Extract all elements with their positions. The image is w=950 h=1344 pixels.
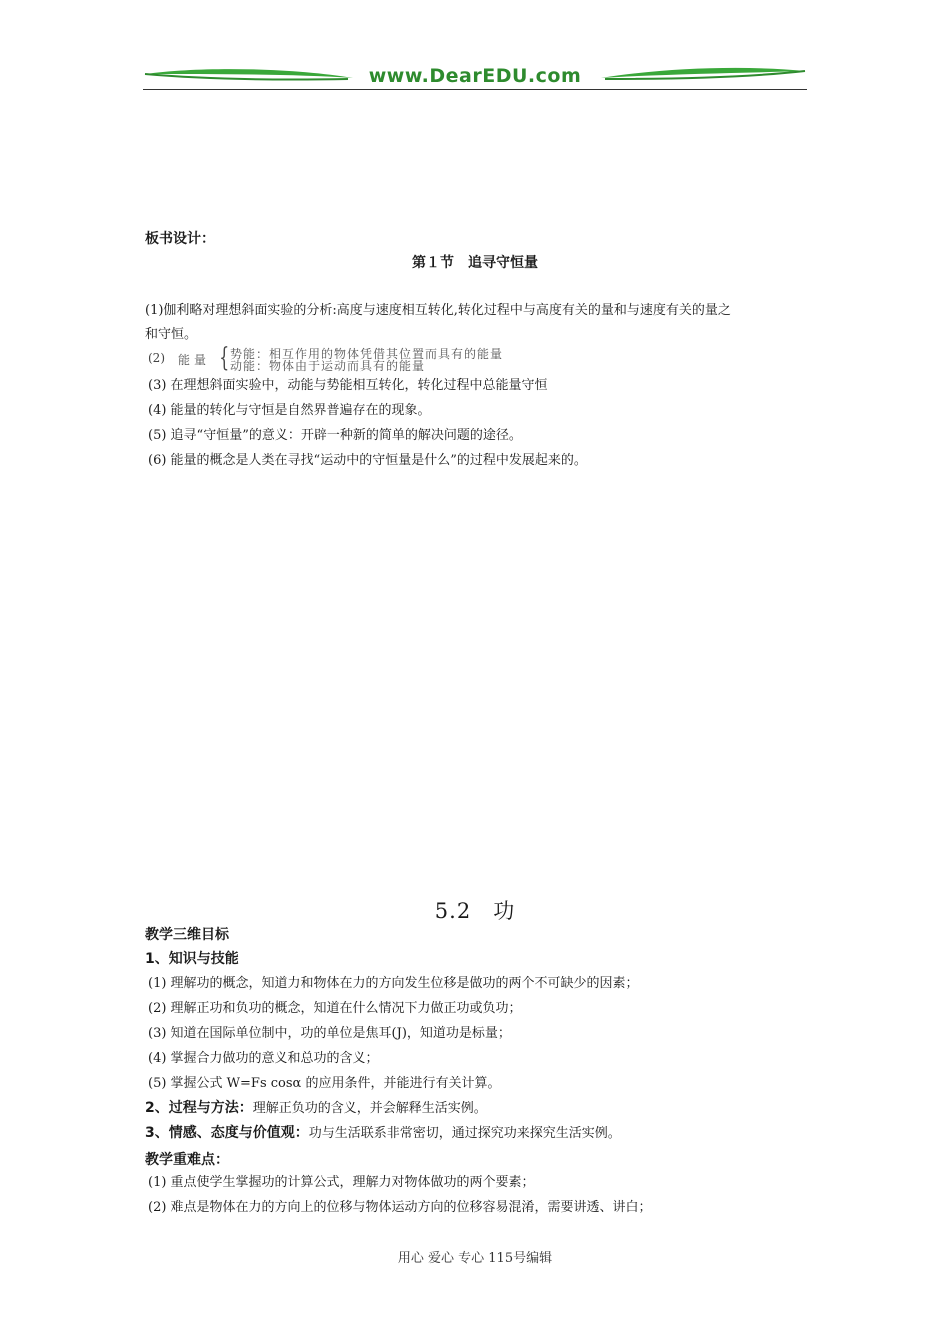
knowledge-heading: 1、知识与技能 [145, 951, 239, 967]
potential-energy-definition: 势能：相互作用的物体凭借其位置而具有的能量 [230, 347, 504, 361]
knowledge-item-1: (1) 理解功的概念，知道力和物体在力的方向发生位移是做功的两个不可缺少的因素； [148, 976, 639, 991]
board-item-5: (5) 追寻“守恒量”的意义：开辟一种新的简单的解决问题的途径。 [148, 428, 522, 443]
site-logo[interactable]: www.DearEDU.com [368, 65, 582, 87]
brace-icon: { [219, 343, 230, 373]
process-heading: 2、过程与方法： [145, 1100, 253, 1116]
header-divider [143, 89, 807, 90]
difficulty-heading: 教学重难点： [145, 1152, 229, 1168]
goals-heading: 教学三维目标 [145, 927, 229, 943]
page-footer: 用心 爱心 专心 115号编辑 [397, 1251, 553, 1266]
knowledge-item-4: (4) 掌握合力做功的意义和总功的含义； [148, 1051, 379, 1066]
board-title: 第１节 追寻守恒量 [412, 255, 538, 271]
board-item-1-line-1: (1)伽利略对理想斜面实验的分析:高度与速度相互转化,转化过程中与高度有关的量和与速度有关的量之 [145, 303, 731, 318]
board-heading: 板书设计： [145, 231, 215, 247]
knowledge-item-3: (3) 知道在国际单位制中，功的单位是焦耳(J)，知道功是标量； [148, 1026, 511, 1041]
energy-classification [148, 343, 688, 373]
page-header [143, 62, 807, 92]
section-title: 5.2 功 [434, 899, 516, 923]
board-item-6: (6) 能量的概念是人类在寻找“运动中的守恒量是什么”的过程中发展起来的。 [148, 453, 587, 468]
kinetic-energy-definition: 动能：物体由于运动而具有的能量 [230, 359, 426, 373]
board-item-4: (4) 能量的转化与守恒是自然界普遍存在的现象。 [148, 403, 431, 418]
knowledge-item-2: (2) 理解正功和负功的概念，知道在什么情况下力做正功或负功； [148, 1001, 522, 1016]
difficulty-item-1: (1) 重点使学生掌握功的计算公式，理解力对物体做功的两个要素； [148, 1175, 535, 1190]
process-row [145, 1099, 487, 1118]
energy-word: 能量 [178, 353, 211, 367]
difficulty-item-2: (2) 难点是物体在力的方向上的位移与物体运动方向的位移容易混淆，需要讲透、讲白； [148, 1200, 652, 1215]
emotion-row [145, 1124, 621, 1143]
emotion-text: 功与生活联系非常密切，通过探究功来探究生活实例。 [308, 1126, 621, 1141]
knowledge-item-5: (5) 掌握公式 W=Fs cosα 的应用条件，并能进行有关计算。 [148, 1076, 501, 1091]
board-item-1-line-2: 和守恒。 [145, 327, 198, 342]
emotion-heading: 3、情感、态度与价值观： [145, 1125, 309, 1141]
process-text: 理解正负功的含义，并会解释生活实例。 [252, 1101, 487, 1116]
board-item-3: (3) 在理想斜面实验中，动能与势能相互转化，转化过程中总能量守恒 [148, 378, 548, 393]
board-item-2-label: (2) [148, 351, 165, 365]
